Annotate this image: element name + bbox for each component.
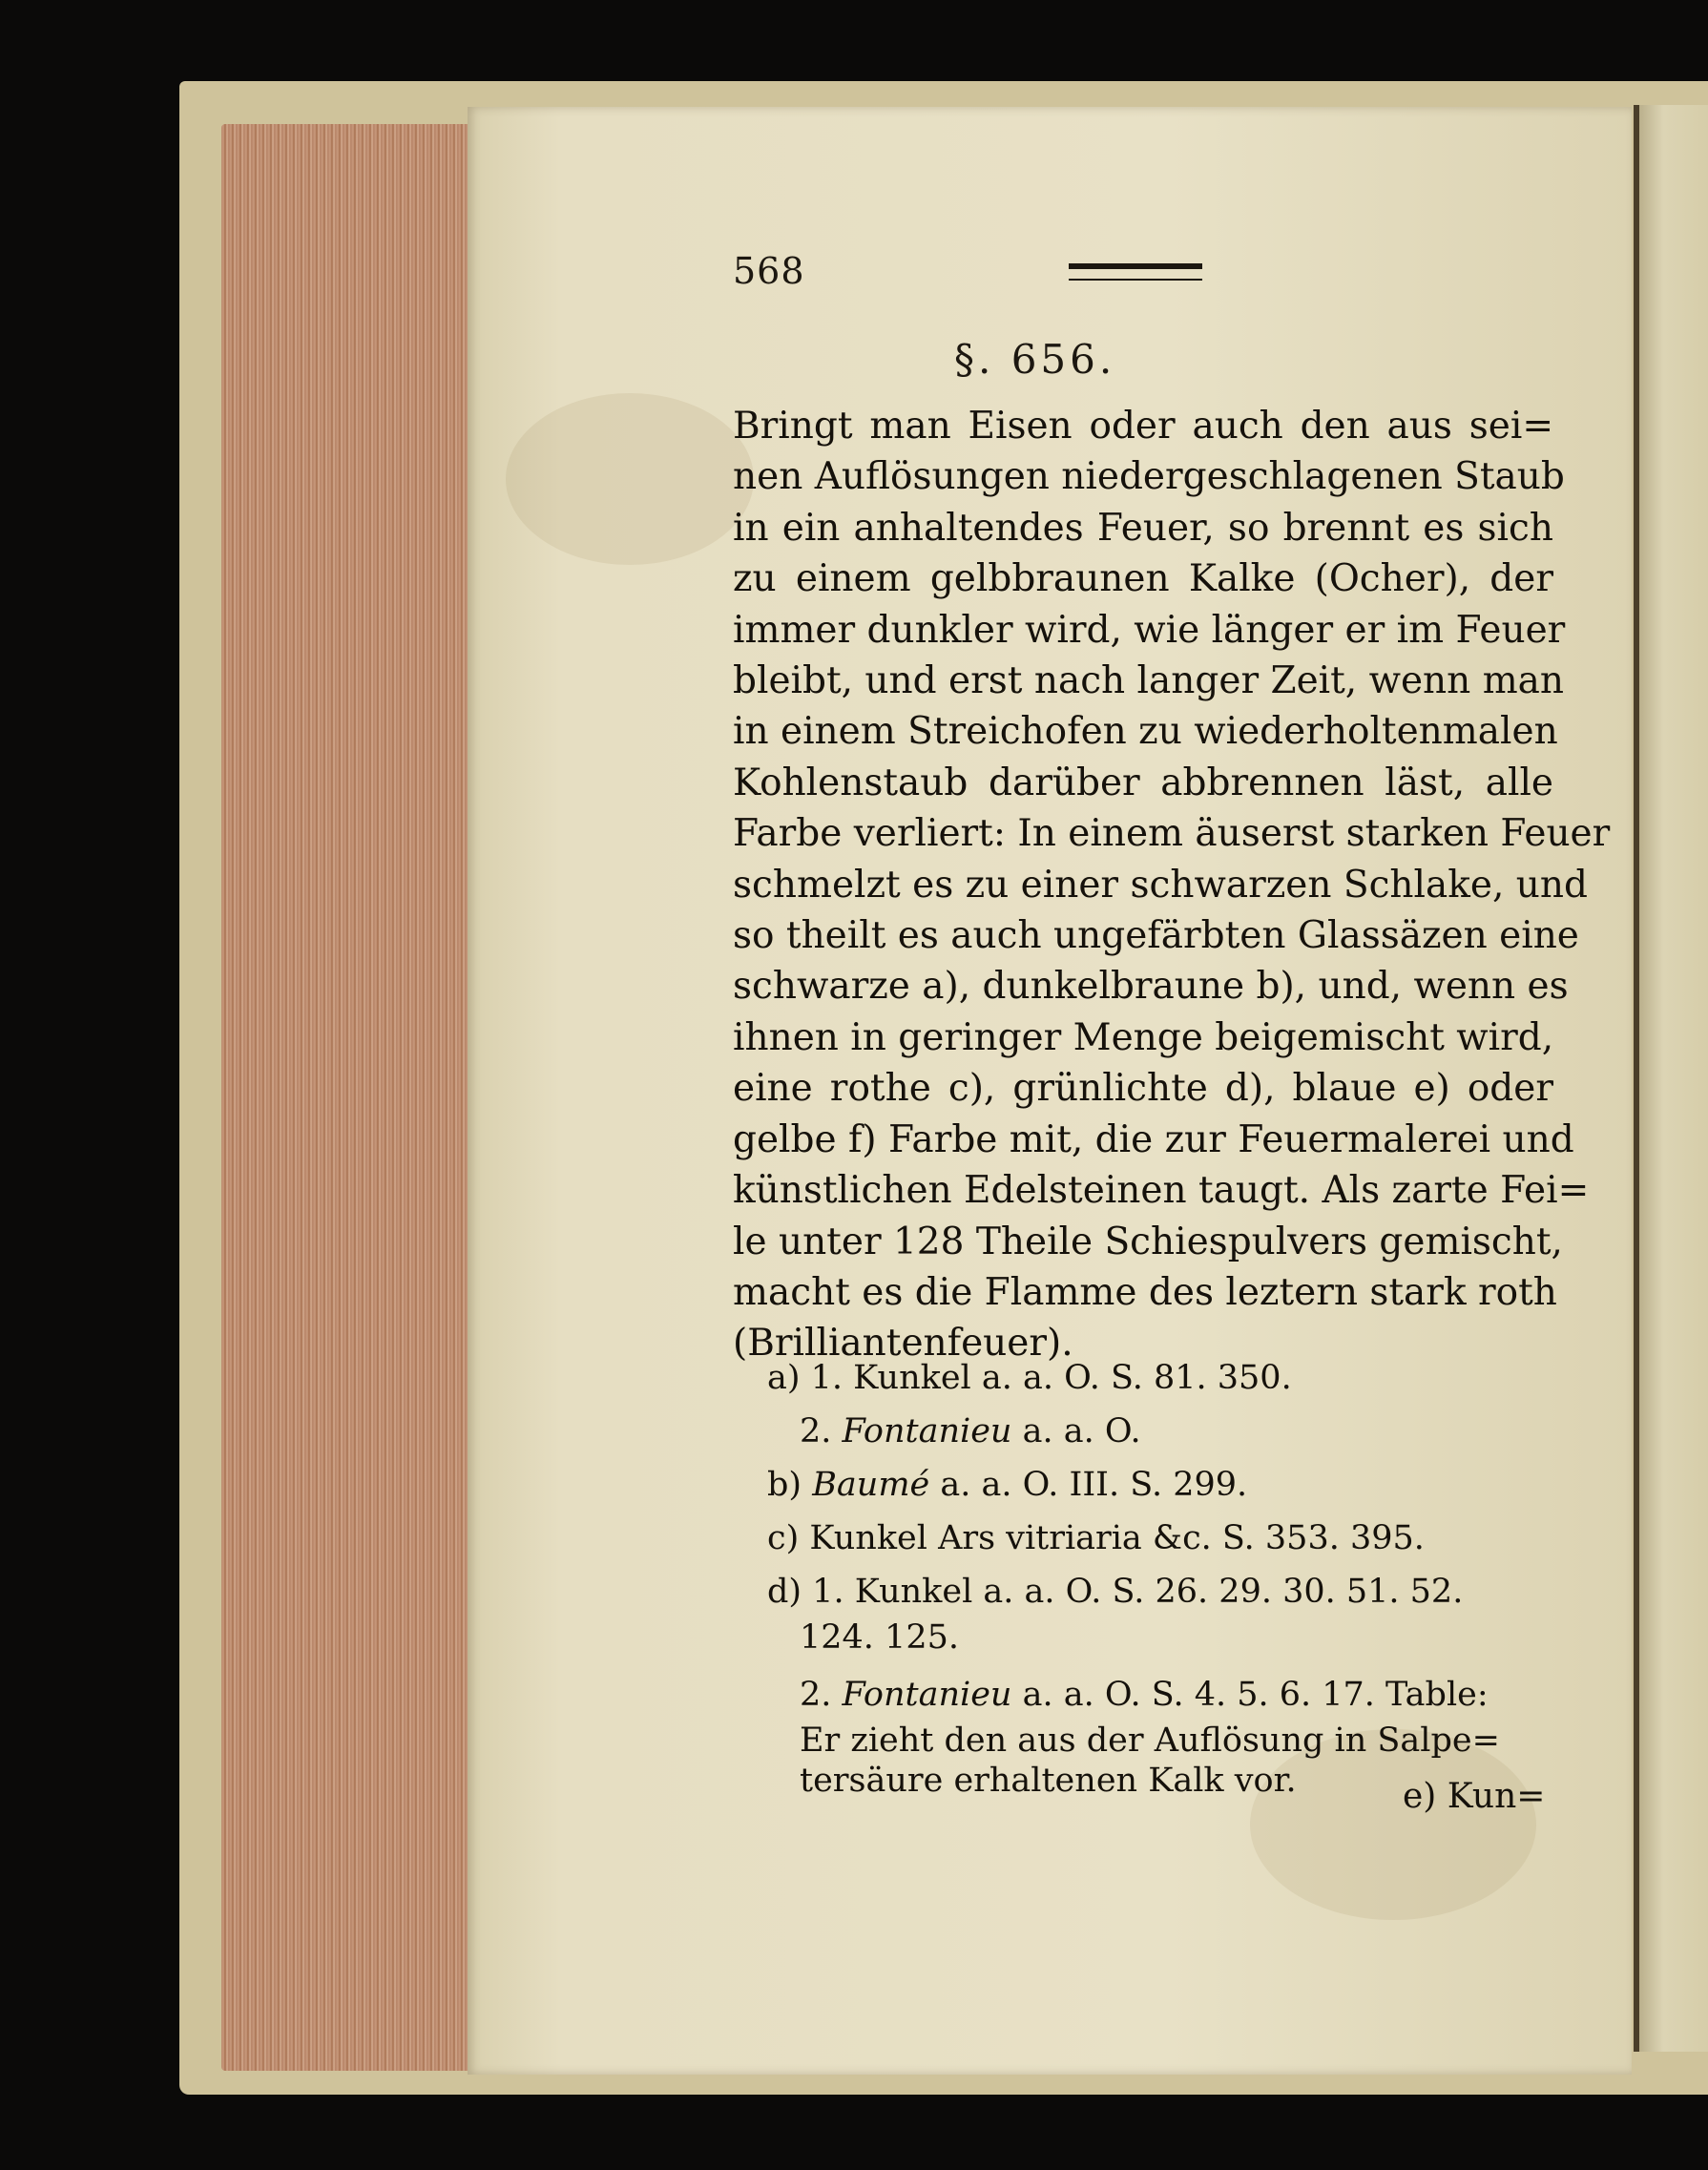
text-line: Bringt man Eisen oder auch den aus sei= — [733, 405, 1553, 448]
footnote-d2-line2: Er zieht den aus der Auflösung in Salpe= — [800, 1721, 1500, 1760]
text-line: eine rothe c), grünlichte d), blaue e) oder — [733, 1067, 1553, 1111]
text-line: ihnen in geringer Menge beigemischt wird, — [733, 1015, 1554, 1059]
footnote-c: c) Kunkel Ars vitriaria &c. S. 353. 395. — [767, 1519, 1425, 1557]
facing-page-edge — [1634, 105, 1708, 2052]
footnote-d2: 2. Fontanieu a. a. O. S. 4. 5. 6. 17. Table: — [800, 1676, 1489, 1714]
text-line: gelbe f) Farbe mit, die zur Feuermalerei und — [733, 1117, 1574, 1161]
section-heading: §. 656. — [954, 336, 1116, 383]
page-block-edges — [221, 124, 471, 2071]
footnote-d1-continued: 124. 125. — [800, 1618, 959, 1657]
text-line: (Brilliantenfeuer). — [733, 1322, 1073, 1366]
header-rule — [1069, 263, 1202, 281]
footnote-a1: a) 1. Kunkel a. a. O. S. 81. 350. — [767, 1359, 1292, 1397]
text-line: zu einem gelbbraunen Kalke (Ocher), der — [733, 557, 1553, 601]
text-line: schwarze a), dunkelbraune b), und, wenn es — [733, 965, 1569, 1009]
page-header — [733, 250, 1553, 298]
text-line: in einem Streichofen zu wiederholtenmalen — [733, 710, 1558, 754]
footnote-a2: 2. Fontanieu a. a. O. — [800, 1412, 1141, 1450]
text-line: le unter 128 Theile Schiespulvers gemischt, — [733, 1220, 1563, 1263]
text-line: Farbe verliert: In einem äuserst starken Feuer — [733, 812, 1611, 856]
footnote-d1: d) 1. Kunkel a. a. O. S. 26. 29. 30. 51. 52. — [767, 1573, 1464, 1611]
text-line: so theilt es auch ungefärbten Glassäzen eine — [733, 914, 1579, 958]
footnote-d2-line3: tersäure erhaltenen Kalk vor. — [800, 1762, 1297, 1800]
text-line: bleibt, und erst nach langer Zeit, wenn man — [733, 659, 1565, 703]
text-line: in ein anhaltendes Feuer, so brennt es sich — [733, 506, 1553, 550]
body-paragraph — [733, 401, 1611, 1369]
footnote-b: b) Baumé a. a. O. III. S. 299. — [767, 1466, 1248, 1504]
text-line: immer dunkler wird, wie länger er im Feuer — [733, 608, 1566, 652]
text-line: nen Auflösungen niedergeschlagenen Staub — [733, 455, 1565, 499]
text-line: Kohlenstaub darüber abbrennen läst, alle — [733, 761, 1553, 804]
catchword: e) Kun= — [1403, 1777, 1546, 1816]
text-line: schmelzt es zu einer schwarzen Schlake, und — [733, 863, 1588, 907]
page-number: 568 — [733, 250, 805, 292]
text-line: künstlichen Edelsteinen taugt. Als zarte Fei= — [733, 1169, 1590, 1213]
text-line: macht es die Flamme des leztern stark roth — [733, 1270, 1557, 1314]
